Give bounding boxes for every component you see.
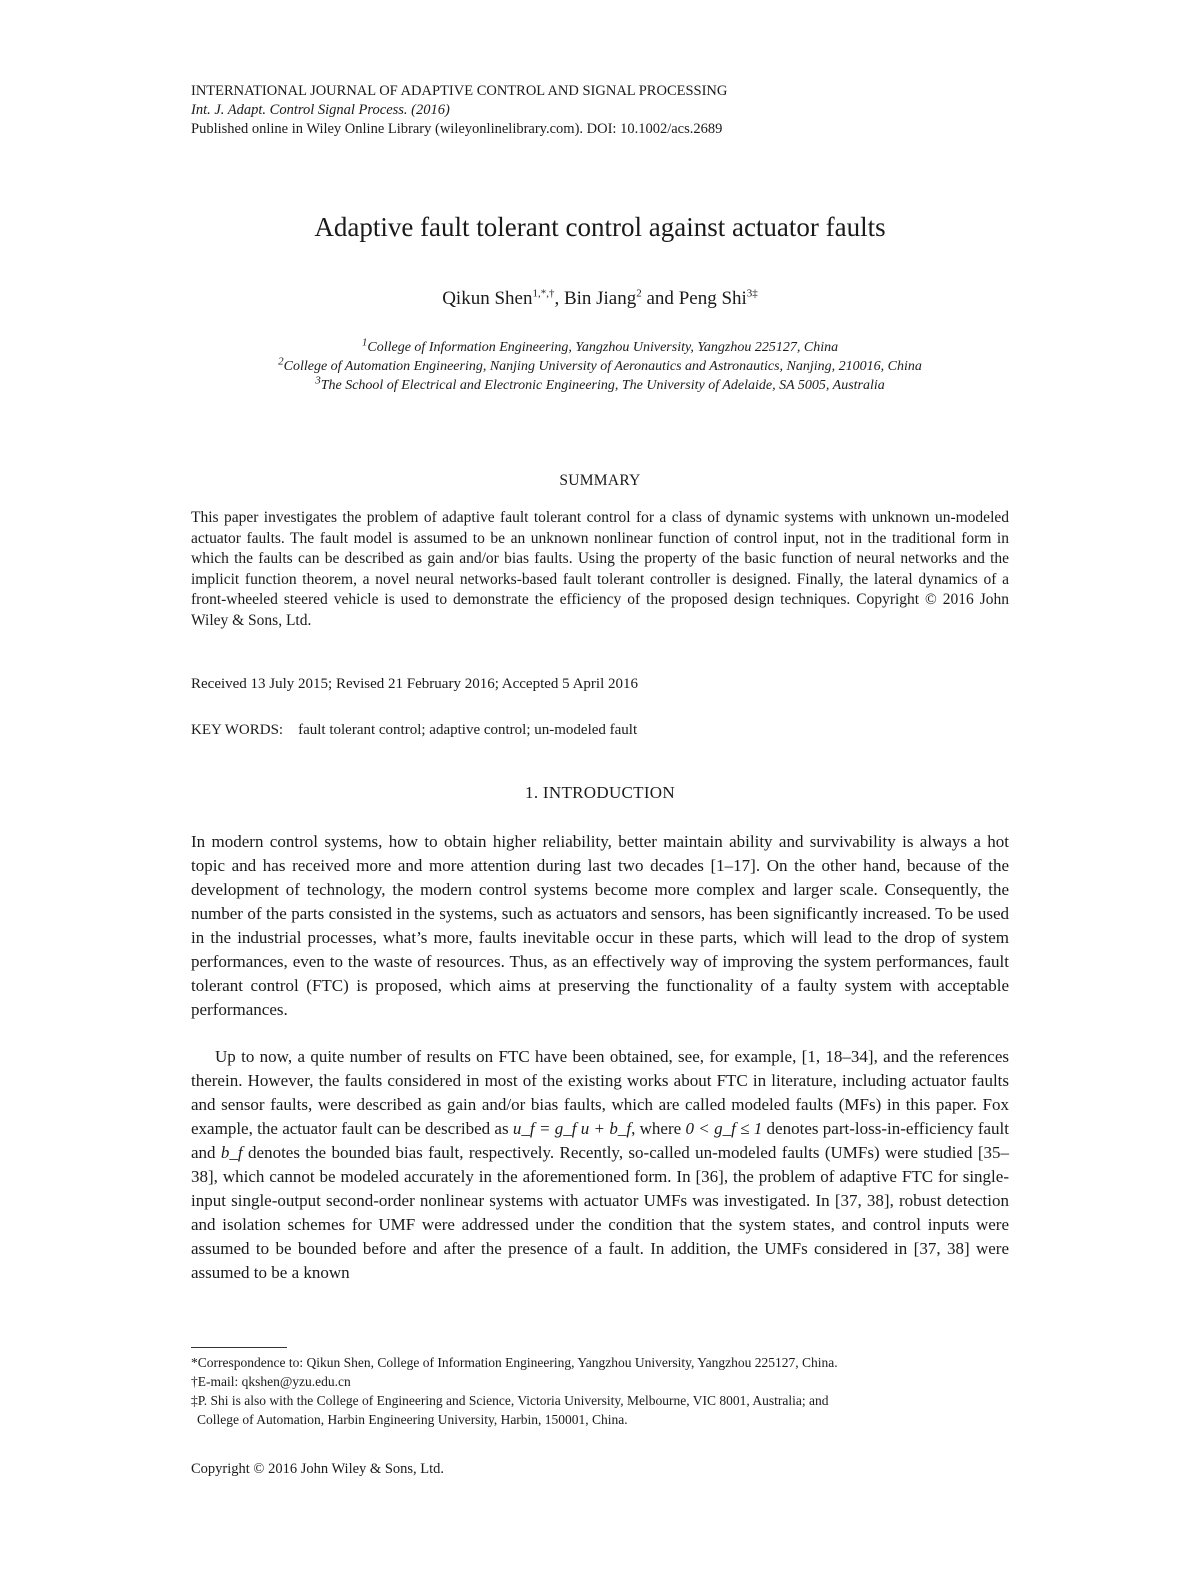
affiliation-number: 1 <box>361 336 368 349</box>
author-separator: and <box>641 288 679 309</box>
journal-header <box>191 82 1011 139</box>
keywords-text: fault tolerant control; adaptive control; un-modeled fault <box>298 722 638 738</box>
affiliation <box>0 376 1200 395</box>
paragraph-text: denotes the bounded bias fault, respectively. Recently, so-called un-modeled faults (UMFs) were studied [35–38], which cannot be modeled accurately in the aforementioned form. In [36], the problem of adaptive FTC for single-input single-output second-order nonlinear systems with actuator UMFs was investigated. In [37, 38], robust detection and isolation schemes for UMF were addressed under the condition that the system states, and control inputs were assumed to be bounded before and after the presence of a fault. In addition, the UMFs considered in [37, 38] were assumed to be a known <box>191 1143 1010 1282</box>
footnotes <box>191 1353 1011 1429</box>
copyright-notice: Copyright © 2016 John Wiley & Sons, Ltd. <box>191 1461 445 1477</box>
footnote-affiliation-note: ‡P. Shi is also with the College of Engineering and Science, Victoria University, Melbourne, VIC 8001, Australia; and <box>191 1393 829 1408</box>
intro-paragraph-2 <box>191 1045 1009 1285</box>
journal-citation: Int. J. Adapt. Control Signal Process. (2016) <box>191 102 450 118</box>
author-affiliation-marker: 2 <box>636 287 642 300</box>
inline-equation: b_f <box>220 1143 243 1162</box>
author-affiliation-marker: 1,*,† <box>532 287 555 300</box>
summary-text: This paper investigates the problem of adaptive fault tolerant control for a class of dynamic systems with unknown un-modeled actuator faults. The fault model is assumed to be an unknown nonlinear function of control input, not in the traditional form in which the faults can be described as gain and/or bias faults. Using the property of the basic function of neural networks and the implicit function theorem, a novel neural networks-based fault tolerant controller is designed. Finally, the lateral dynamics of a front-wheeled steered vehicle is used to demonstrate the efficiency of the proposed design techniques. Copyright © 2016 John Wiley & Sons, Ltd. <box>191 509 1009 629</box>
intro-paragraph-1: In modern control systems, how to obtain higher reliability, better maintain ability and survivability is always a hot topic and has received more and more attention during last two decades [1–17]. On the other hand, because of the development of technology, the modern control systems become more complex and larger scale. Consequently, the number of the parts consisted in the systems, such as actuators and sensors, has been significantly increased. To be used in the industrial processes, what’s more, faults inevitable occur in these parts, which will lead to the drop of system performances, even to the waste of resources. Thus, as an effectively way of improving the system performances, fault tolerant control (FTC) is proposed, which aims at preserving the functionality of a faulty system with acceptable performances. <box>191 832 1009 1019</box>
summary-heading: SUMMARY <box>559 472 641 489</box>
author-name: Bin Jiang <box>563 288 637 309</box>
paragraph-text: Up to now, a quite number of results on FTC have been obtained, see, for example, [1, 18–34], and the references therein. However, the faults considered in most of the existing works about FTC in literature, including actuator faults and sensor faults, were described as gain and/or bias faults, which are called modeled faults (MFs) in this paper. Fox example, the actuator fault can be described as <box>191 1047 1009 1138</box>
publication-info: Published online in Wiley Online Library (wileyonlinelibrary.com). DOI: 10.1002/acs.2689 <box>191 121 723 137</box>
journal-name: INTERNATIONAL JOURNAL OF ADAPTIVE CONTROL AND SIGNAL PROCESSING <box>191 83 728 99</box>
section-heading-introduction: 1. INTRODUCTION <box>525 783 675 802</box>
keywords-label: KEY WORDS: <box>191 722 284 738</box>
inline-equation: u_f = g_f u + b_f <box>512 1119 632 1138</box>
submission-dates: Received 13 July 2015; Revised 21 February 2016; Accepted 5 April 2016 <box>191 676 639 692</box>
author-affiliation-marker: 3‡ <box>746 287 758 300</box>
affiliation-text: The School of Electrical and Electronic Engineering, The University of Adelaide, SA 5005, Australia <box>320 378 885 393</box>
affiliations <box>0 338 1200 395</box>
affiliation <box>0 338 1200 357</box>
affiliation-number: 2 <box>278 355 284 368</box>
footnote-email: †E-mail: qkshen@yzu.edu.cn <box>191 1374 351 1389</box>
affiliation-number: 3 <box>315 374 321 387</box>
paper-title: Adaptive fault tolerant control against actuator faults <box>314 212 886 242</box>
author-list <box>0 288 1200 310</box>
footnote-correspondence: *Correspondence to: Qikun Shen, College of Information Engineering, Yangzhou University, Yangzhou 225127, China. <box>191 1355 838 1370</box>
affiliation-text: College of Information Engineering, Yangzhou University, Yangzhou 225127, China <box>367 340 839 355</box>
author-name: Peng Shi <box>678 288 747 309</box>
keywords <box>191 722 637 739</box>
paragraph-text: , where <box>631 1119 686 1138</box>
footnote-affiliation-note-continued: College of Automation, Harbin Engineering University, Harbin, 150001, China. <box>197 1412 628 1427</box>
affiliation-text: College of Automation Engineering, Nanjing University of Aeronautics and Astronautics, Nanjing, 210016, China <box>283 359 922 374</box>
author-separator: , <box>554 288 564 309</box>
author-name: Qikun Shen <box>442 288 533 309</box>
inline-equation: 0 < g_f ≤ 1 <box>685 1119 763 1138</box>
affiliation <box>0 357 1200 376</box>
paragraph-text: denotes part-loss-in-efficiency fault and <box>191 1119 1009 1162</box>
footnote-divider <box>191 1347 287 1348</box>
